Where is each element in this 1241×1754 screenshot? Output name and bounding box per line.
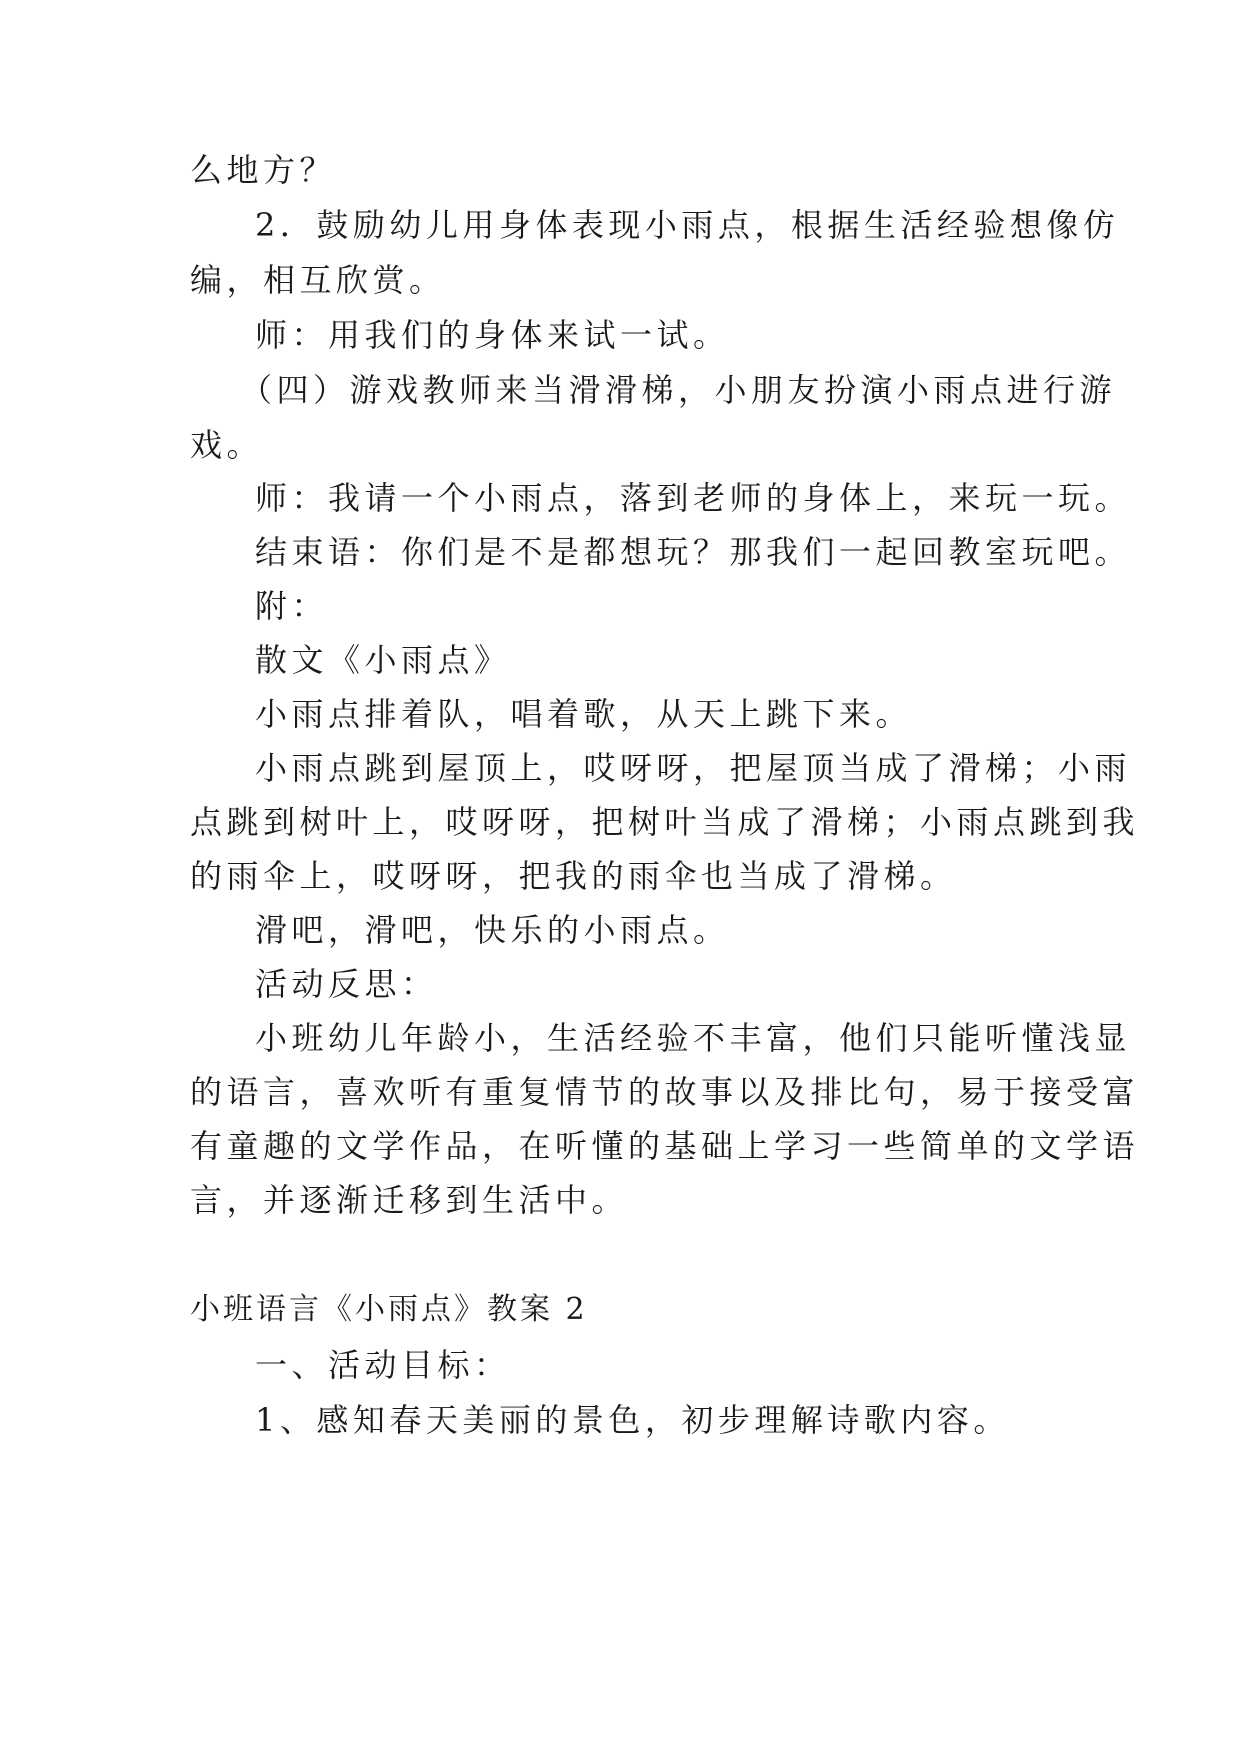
text-line: 戏。 [190,426,264,464]
text-line: 1、感知春天美丽的景色，初步理解诗歌内容。 [255,1401,1010,1439]
text-line: 师：用我们的身体来试一试。 [255,316,730,354]
text-line: 言，并逐渐迁移到生活中。 [190,1181,629,1219]
text-line: 小雨点跳到屋顶上，哎呀呀，把屋顶当成了滑梯；小雨 [255,749,1132,787]
text-line: 活动反思： [255,965,438,1003]
text-line: 编，相互欣赏。 [190,261,446,299]
text-line: 小班幼儿年龄小，生活经验不丰富，他们只能听懂浅显 [255,1019,1132,1057]
text-line: 点跳到树叶上，哎呀呀，把树叶当成了滑梯；小雨点跳到我 [190,803,1140,841]
text-line: 散文《小雨点》 [255,641,511,679]
text-line: 么地方？ [190,151,337,189]
section-title: 小班语言《小雨点》教案 2 [190,1292,588,1327]
text-line: 师：我请一个小雨点，落到老师的身体上，来玩一玩。 [255,479,1132,517]
text-line: 小雨点排着队，唱着歌，从天上跳下来。 [255,695,913,733]
text-line: 的雨伞上，哎呀呀，把我的雨伞也当成了滑梯。 [190,857,957,895]
text-line: 结束语：你们是不是都想玩？那我们一起回教室玩吧。 [255,533,1132,571]
text-line: 一、活动目标： [255,1346,511,1384]
text-line: 2．鼓励幼儿用身体表现小雨点，根据生活经验想像仿 [255,206,1120,244]
text-line: 有童趣的文学作品，在听懂的基础上学习一些简单的文学语 [190,1127,1140,1165]
text-line: 的语言，喜欢听有重复情节的故事以及排比句，易于接受富 [190,1073,1140,1111]
text-line: （四）游戏教师来当滑滑梯，小朋友扮演小雨点进行游 [240,371,1117,409]
text-line: 附： [255,587,329,625]
text-line: 滑吧，滑吧，快乐的小雨点。 [255,911,730,949]
